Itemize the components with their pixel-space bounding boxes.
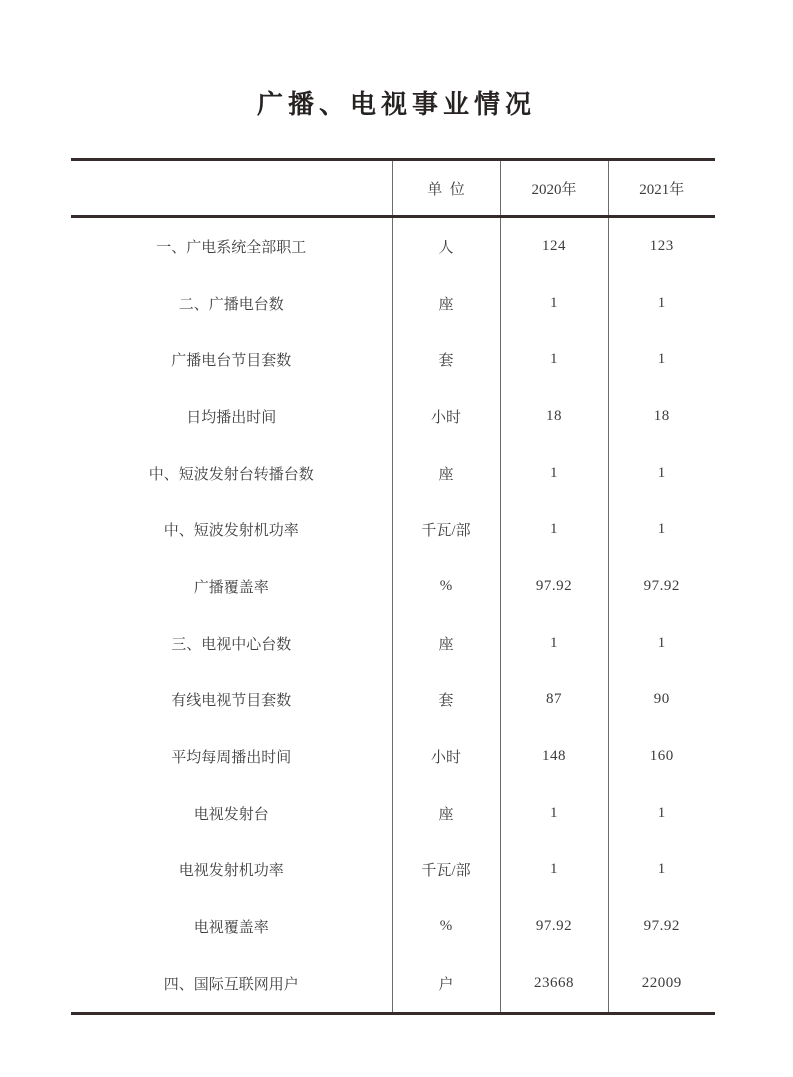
unit-cell: 人	[392, 217, 500, 275]
value-2021-cell: 1	[608, 501, 715, 558]
value-2021-cell: 1	[608, 331, 715, 388]
unit-cell: 小时	[392, 728, 500, 785]
value-2020-cell: 1	[500, 331, 608, 388]
column-header-2021: 2021年	[608, 160, 715, 217]
indicator-cell: 三、电视中心台数	[171, 636, 292, 653]
statistics-table	[71, 158, 715, 1015]
indicator-cell: 日均播出时间	[186, 409, 277, 426]
indicator-cell: 二、广播电台数	[178, 296, 284, 313]
indicator-cell: 广播覆盖率	[193, 579, 269, 596]
table-row	[71, 388, 715, 445]
page-title: 广播、电视事业情况	[256, 90, 536, 119]
value-2021-cell: 1	[608, 842, 715, 899]
unit-cell: 座	[392, 615, 500, 672]
table-row	[71, 728, 715, 785]
value-2020-cell: 1	[500, 785, 608, 842]
indicator-cell: 中、短波发射台转播台数	[148, 466, 314, 483]
unit-cell: 千瓦/部	[392, 501, 500, 558]
column-header-2020: 2020年	[500, 160, 608, 217]
value-2020-cell: 124	[500, 217, 608, 275]
column-header-indicator	[71, 160, 392, 217]
indicator-cell: 四、国际互联网用户	[163, 976, 299, 993]
indicator-cell: 电视发射机功率	[178, 863, 284, 880]
indicator-cell: 一、广电系统全部职工	[156, 239, 307, 256]
value-2020-cell: 1	[500, 275, 608, 332]
indicator-cell: 平均每周播出时间	[171, 750, 292, 767]
value-2020-cell: 1	[500, 615, 608, 672]
unit-cell: 座	[392, 445, 500, 502]
unit-cell: 套	[392, 672, 500, 729]
indicator-cell: 有线电视节目套数	[171, 693, 292, 710]
value-2020-cell: 1	[500, 842, 608, 899]
unit-cell: 套	[392, 331, 500, 388]
header-row	[71, 160, 715, 217]
table-row	[71, 217, 715, 275]
value-2020-cell: 87	[500, 672, 608, 729]
unit-cell: %	[392, 898, 500, 955]
value-2020-cell: 23668	[500, 955, 608, 1013]
indicator-cell: 电视覆盖率	[193, 920, 269, 937]
table-row	[71, 331, 715, 388]
value-2020-cell: 1	[500, 501, 608, 558]
value-2021-cell: 1	[608, 785, 715, 842]
value-2020-cell: 97.92	[500, 558, 608, 615]
table-row	[71, 275, 715, 332]
indicator-cell: 广播电台节目套数	[171, 353, 292, 370]
value-2020-cell: 97.92	[500, 898, 608, 955]
value-2021-cell: 97.92	[608, 898, 715, 955]
statistics-table-container	[71, 158, 715, 1015]
value-2021-cell: 1	[608, 615, 715, 672]
table-row	[71, 898, 715, 955]
unit-cell: 座	[392, 785, 500, 842]
table-row	[71, 955, 715, 1013]
table-row	[71, 842, 715, 899]
value-2021-cell: 18	[608, 388, 715, 445]
unit-cell: %	[392, 558, 500, 615]
unit-cell: 小时	[392, 388, 500, 445]
value-2021-cell: 1	[608, 275, 715, 332]
indicator-cell: 电视发射台	[193, 806, 269, 823]
table-row	[71, 501, 715, 558]
unit-cell: 千瓦/部	[392, 842, 500, 899]
table-row	[71, 558, 715, 615]
value-2020-cell: 1	[500, 445, 608, 502]
value-2021-cell: 123	[608, 217, 715, 275]
table-row	[71, 445, 715, 502]
value-2021-cell: 22009	[608, 955, 715, 1013]
value-2021-cell: 97.92	[608, 558, 715, 615]
table-row	[71, 785, 715, 842]
value-2021-cell: 90	[608, 672, 715, 729]
value-2020-cell: 148	[500, 728, 608, 785]
unit-cell: 座	[392, 275, 500, 332]
unit-cell: 户	[392, 955, 500, 1013]
value-2020-cell: 18	[500, 388, 608, 445]
column-header-unit: 单 位	[392, 160, 500, 217]
indicator-cell: 中、短波发射机功率	[163, 523, 299, 540]
value-2021-cell: 1	[608, 445, 715, 502]
value-2021-cell: 160	[608, 728, 715, 785]
table-row	[71, 615, 715, 672]
table-row	[71, 672, 715, 729]
